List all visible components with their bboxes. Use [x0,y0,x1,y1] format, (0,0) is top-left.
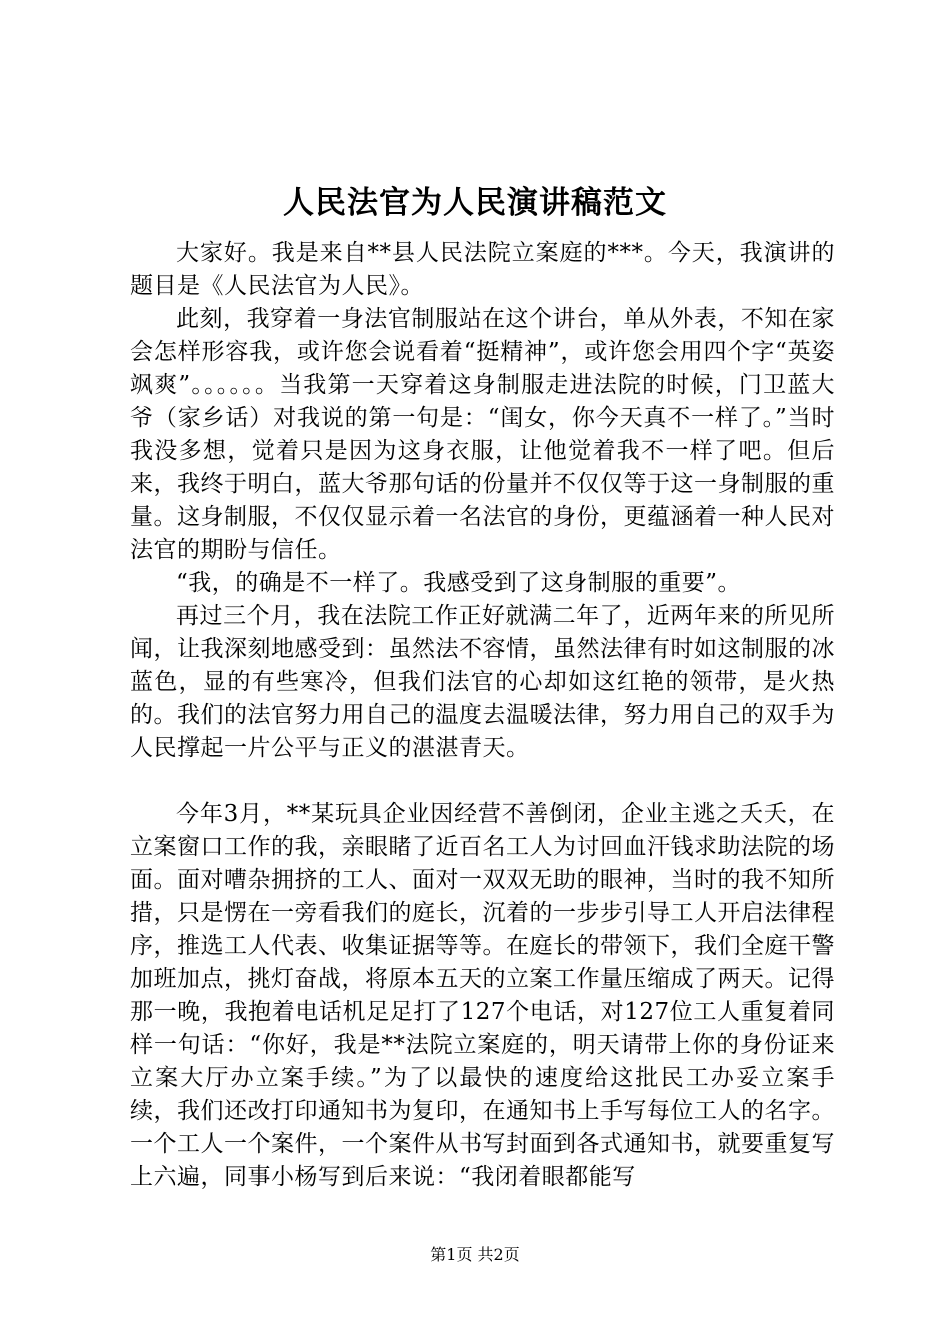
paragraph-uniform: 此刻，我穿着一身法官制服站在这个讲台，单从外表，不知在家会怎样形容我，或许您会说看着“挺精神”，或许您会用四个字“英姿飒爽”。。。。。。当我第一天穿着这身制服走进法院的时候，门卫蓝大爷（家乡话）对我说的第一句是：“闺女，你今天真不一样了。”当时我没多想，觉着只是因为这身衣服，让他觉着我不一样了吧。但后来，我终于明白，蓝大爷那句话的份量并不仅仅等于这一身制服的重量。这身制服，不仅仅显示着一名法官的身份，更蕴涵着一种人民对法官的期盼与信任。 [130,306,835,563]
paragraph-quote: “我，的确是不一样了。我感受到了这身制服的重要”。 [176,570,742,596]
document-body [130,237,835,1194]
page-number-footer: 第1页 共2页 [430,1245,520,1264]
document-title: 人民法官为人民演讲稿范文 [283,185,667,221]
paragraph-greeting: 大家好。我是来自**县人民法院立案庭的***。今天，我演讲的题目是《人民法官为人民》。 [130,240,835,299]
paragraph-reflection: 再过三个月，我在法院工作正好就满二年了，近两年来的所见所闻，让我深刻地感受到：虽然法不容情，虽然法律有时如这制服的冰蓝色，显的有些寒冷，但我们法官的心却如这红艳的领带，是火热的。我们的法官努力用自己的温度去温暖法律，努力用自己的双手为人民撑起一片公平与正义的湛湛青天。 [130,603,835,761]
paragraph-case-story: 今年3月，**某玩具企业因经营不善倒闭，企业主逃之夭夭，在立案窗口工作的我，亲眼睹了近百名工人为讨回血汗钱求助法院的场面。面对嘈杂拥挤的工人、面对一双双无助的眼神，当时的我不知所措，只是愣在一旁看我们的庭长，沉着的一步步引导工人开启法律程序，推选工人代表、收集证据等等。在庭长的带领下，我们全庭干警加班加点，挑灯奋战，将原本五天的立案工作量压缩成了两天。记得那一晚，我抱着电话机足足打了127个电话，对127位工人重复着同样一句话：“你好，我是**法院立案庭的，明天请带上你的身份证来立案大厅办立案手续。”为了以最快的速度给这批民工办妥立案手续，我们还改打印通知书为复印，在通知书上手写每位工人的名字。一个工人一个案件，一个案件从书写封面到各式通知书，就要重复写上六遍，同事小杨写到后来说：“我闭着眼都能写 [130,801,835,1190]
